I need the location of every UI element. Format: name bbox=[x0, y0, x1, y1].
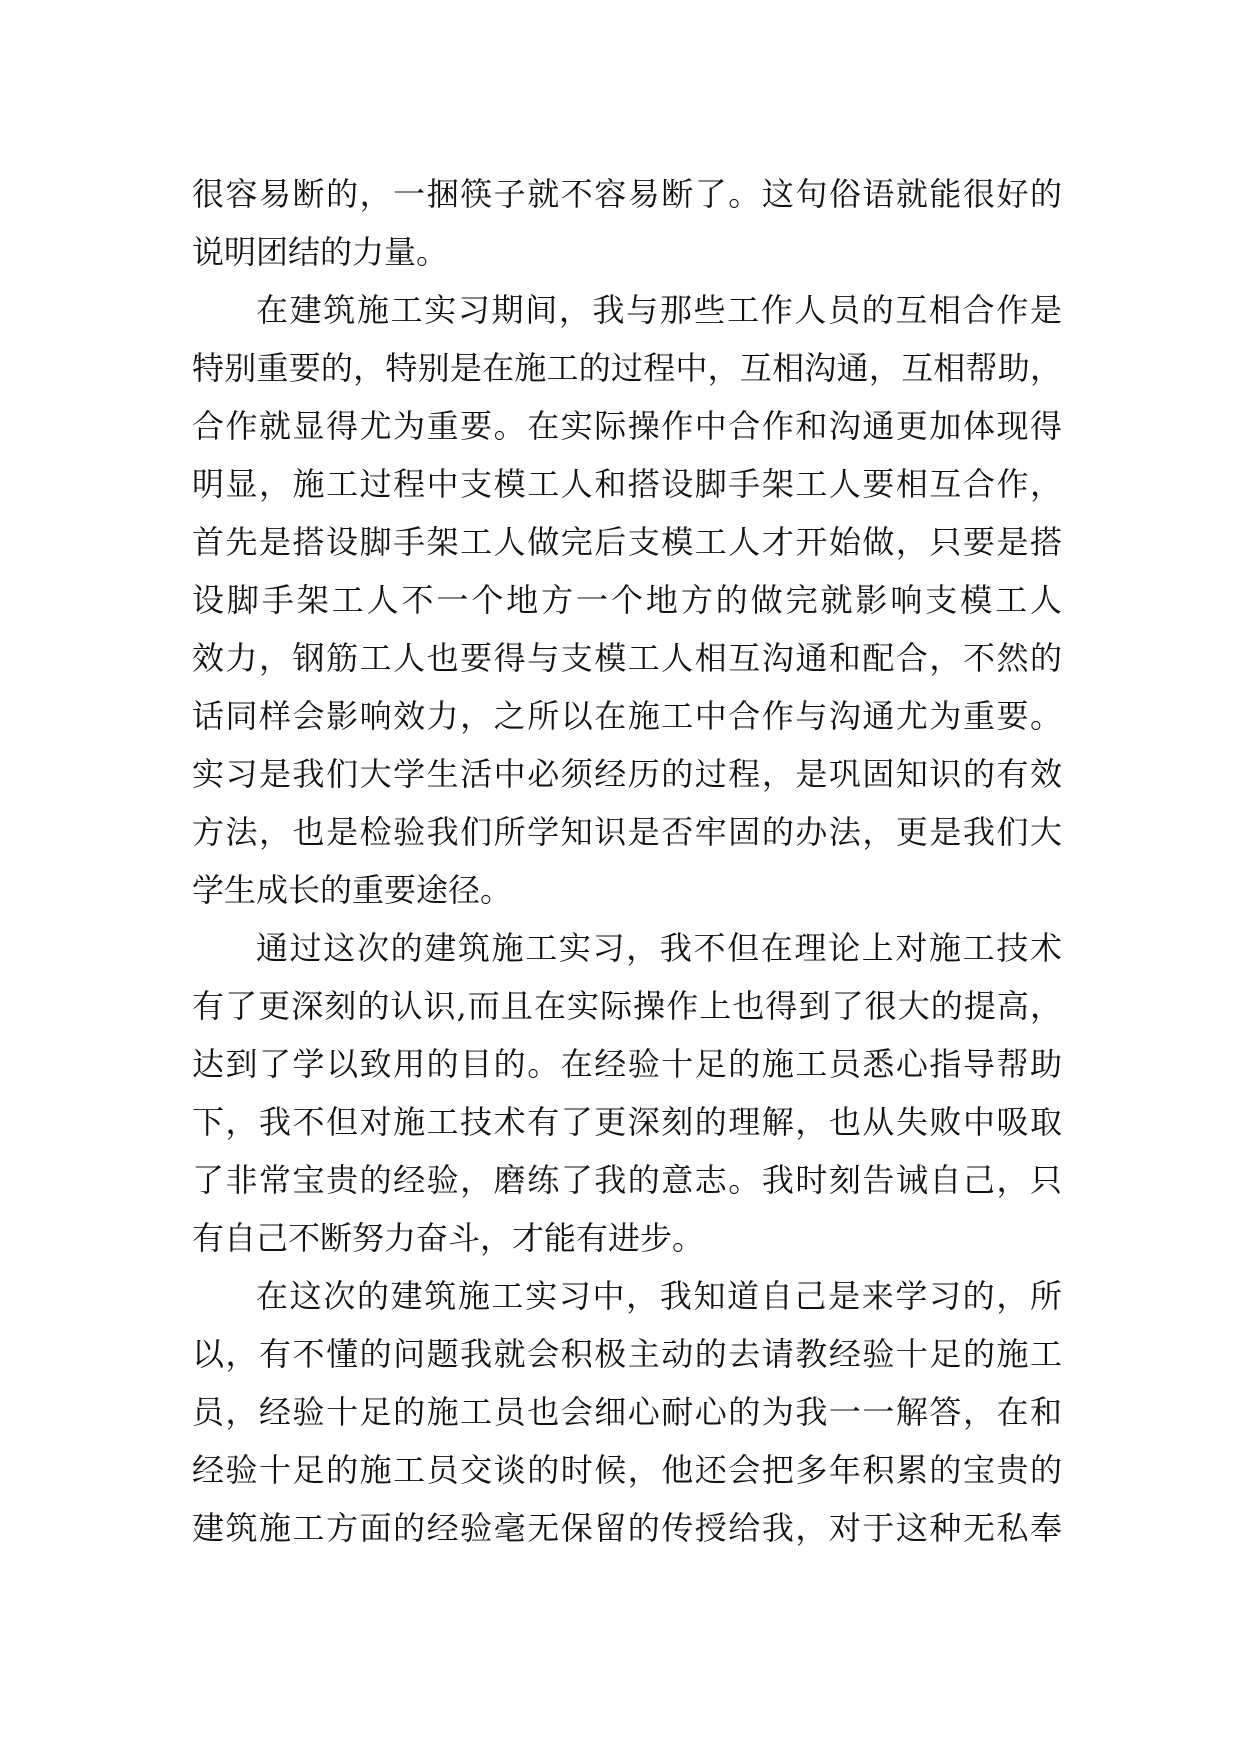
text-line: 实习是我们大学生活中必须经历的过程，是巩固知识的有效 bbox=[192, 755, 1062, 793]
text-line: 有自己不断努力奋斗，才能有进步。 bbox=[192, 1219, 705, 1257]
text-line: 有了更深刻的认识,而且在实际操作上也得到了很大的提高， bbox=[192, 987, 1062, 1025]
paragraph-4 bbox=[192, 1267, 1062, 1557]
text-line: 特别重要的，特别是在施工的过程中，互相沟通，互相帮助， bbox=[192, 349, 1062, 387]
text-line: 明显，施工过程中支模工人和搭设脚手架工人要相互合作， bbox=[192, 465, 1062, 503]
text-line: 话同样会影响效力，之所以在施工中合作与沟通尤为重要。 bbox=[192, 697, 1062, 735]
text-line: 效力，钢筋工人也要得与支模工人相互沟通和配合，不然的 bbox=[192, 639, 1062, 677]
text-line: 员，经验十足的施工员也会细心耐心的为我一一解答，在和 bbox=[192, 1393, 1062, 1431]
text-line: 下，我不但对施工技术有了更深刻的理解，也从失败中吸取 bbox=[192, 1103, 1062, 1141]
text-line: 首先是搭设脚手架工人做完后支模工人才开始做，只要是搭 bbox=[192, 523, 1062, 561]
paragraph-1 bbox=[192, 165, 1062, 281]
document-body bbox=[192, 165, 1062, 1557]
text-line: 以，有不懂的问题我就会积极主动的去请教经验十足的施工 bbox=[192, 1335, 1062, 1373]
text-line: 方法，也是检验我们所学知识是否牢固的办法，更是我们大 bbox=[192, 813, 1062, 851]
text-line: 建筑施工方面的经验毫无保留的传授给我，对于这种无私奉 bbox=[192, 1509, 1062, 1547]
text-line: 设脚手架工人不一个地方一个地方的做完就影响支模工人 bbox=[192, 581, 1062, 619]
text-line: 通过这次的建筑施工实习，我不但在理论上对施工技术 bbox=[256, 929, 1062, 967]
text-line: 在建筑施工实习期间，我与那些工作人员的互相合作是 bbox=[256, 291, 1062, 329]
text-line: 了非常宝贵的经验，磨练了我的意志。我时刻告诫自己，只 bbox=[192, 1161, 1062, 1199]
text-line: 经验十足的施工员交谈的时候，他还会把多年积累的宝贵的 bbox=[192, 1451, 1062, 1489]
text-line: 达到了学以致用的目的。在经验十足的施工员悉心指导帮助 bbox=[192, 1045, 1062, 1083]
paragraph-2 bbox=[192, 281, 1062, 919]
paragraph-3 bbox=[192, 919, 1062, 1267]
text-line: 很容易断的，一捆筷子就不容易断了。这句俗语就能很好的 bbox=[192, 175, 1062, 213]
text-line: 学生成长的重要途径。 bbox=[192, 871, 513, 909]
text-line: 说明团结的力量。 bbox=[192, 233, 449, 271]
text-line: 在这次的建筑施工实习中，我知道自己是来学习的，所 bbox=[256, 1277, 1062, 1315]
text-line: 合作就显得尤为重要。在实际操作中合作和沟通更加体现得 bbox=[192, 407, 1062, 445]
